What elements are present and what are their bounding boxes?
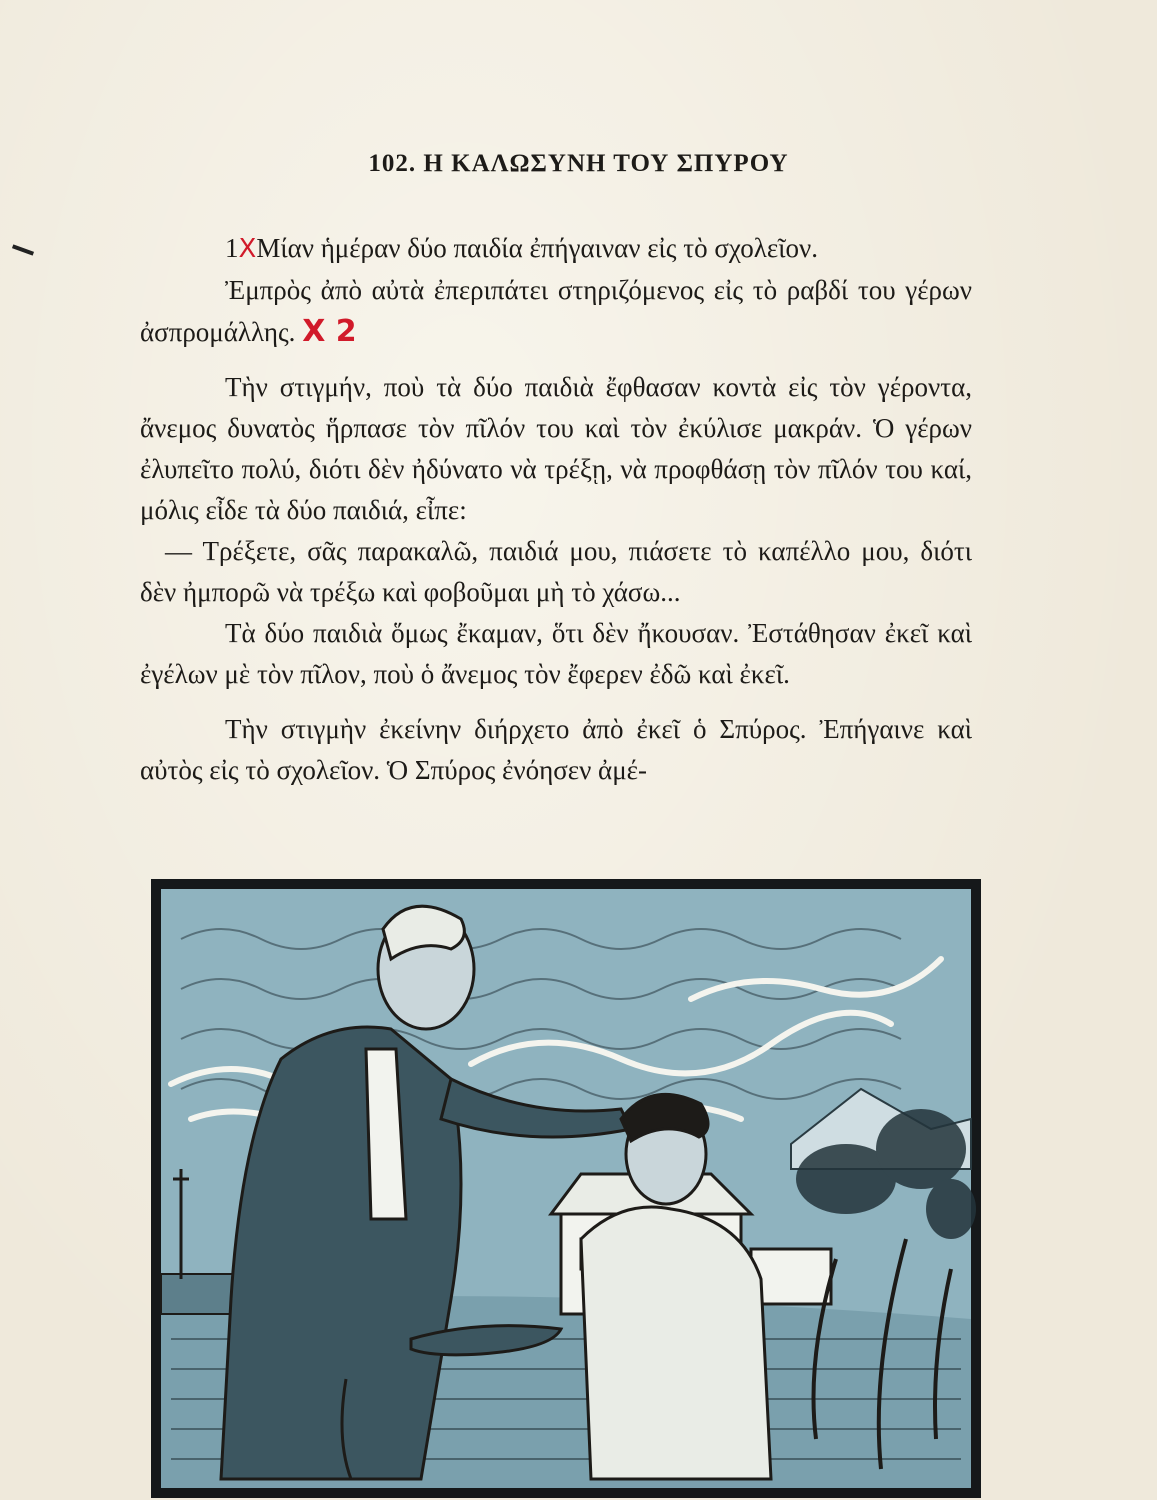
paragraph-1 [140,228,972,270]
paragraph-5: Τὰ δύο παιδιὰ ὅμως ἔκαμαν, ὅτι δὲν ἤκουσαν. Ἐστάθησαν ἐκεῖ καὶ ἐγέλων μὲ τὸν πῖλον, ποὺ ὁ ἄνεμος τὸν ἔφερεν ἐδῶ καὶ ἐκεῖ. [140,618,972,689]
woodcut-illustration [151,879,981,1498]
paragraph-6: Τὴν στιγμὴν ἐκείνην διήρχετο ἀπὸ ἐκεῖ ὁ Σπύρος. Ἐπήγαινε καὶ αὐτὸς εἰς τὸ σχολεῖον. Ὁ Σπύρος ἐνόησεν ἀμέ- [140,714,972,785]
paragraph-2 [140,270,972,353]
paragraph-number: 1 [225,233,239,263]
story-text [140,228,972,791]
paragraph-3: Τὴν στιγμήν, ποὺ τὰ δύο παιδιὰ ἔφθασαν κοντὰ εἰς τὸν γέροντα, ἄνεμος δυνατὸς ἥρπασε τὸν πῖλόν του καὶ τὸν ἐκύλισε μακράν. Ὁ γέρων ἐλυπεῖτο πολύ, διότι δὲν ἠδύνατο νὰ τρέξῃ, νὰ προφθάσῃ τὸν πῖλόν του καί, μόλις εἶδε τὰ δύο παιδιά, εἶπε: [140,372,972,525]
paragraph-4: — Τρέξετε, σᾶς παρακαλῶ, παιδιά μου, πιάσετε τὸ καπέλλο μου, διότι δὲν ἠμπορῶ νὰ τρέξω καὶ φοβοῦμαι μὴ τὸ χάσω... [140,536,972,607]
paragraph-2-text: Ἐμπρὸς ἀπὸ αὐτὰ ἐπεριπάτει στηριζόμενος εἰς τὸ ραβδί του γέρων ἀσπρομάλλης. [140,275,972,347]
paragraph-1-text: Μίαν ἡμέραν δύο παιδία ἐπήγαιναν εἰς τὸ σχολεῖον. [256,233,818,263]
red-x-mark: X [238,234,257,264]
margin-mark [12,244,34,255]
red-x2-mark: X 2 [302,314,357,349]
page-title: 102. Η ΚΑΛΩΣΥΝΗ ΤΟΥ ΣΠΥΡΟΥ [368,150,789,177]
illustration-svg [151,879,981,1498]
